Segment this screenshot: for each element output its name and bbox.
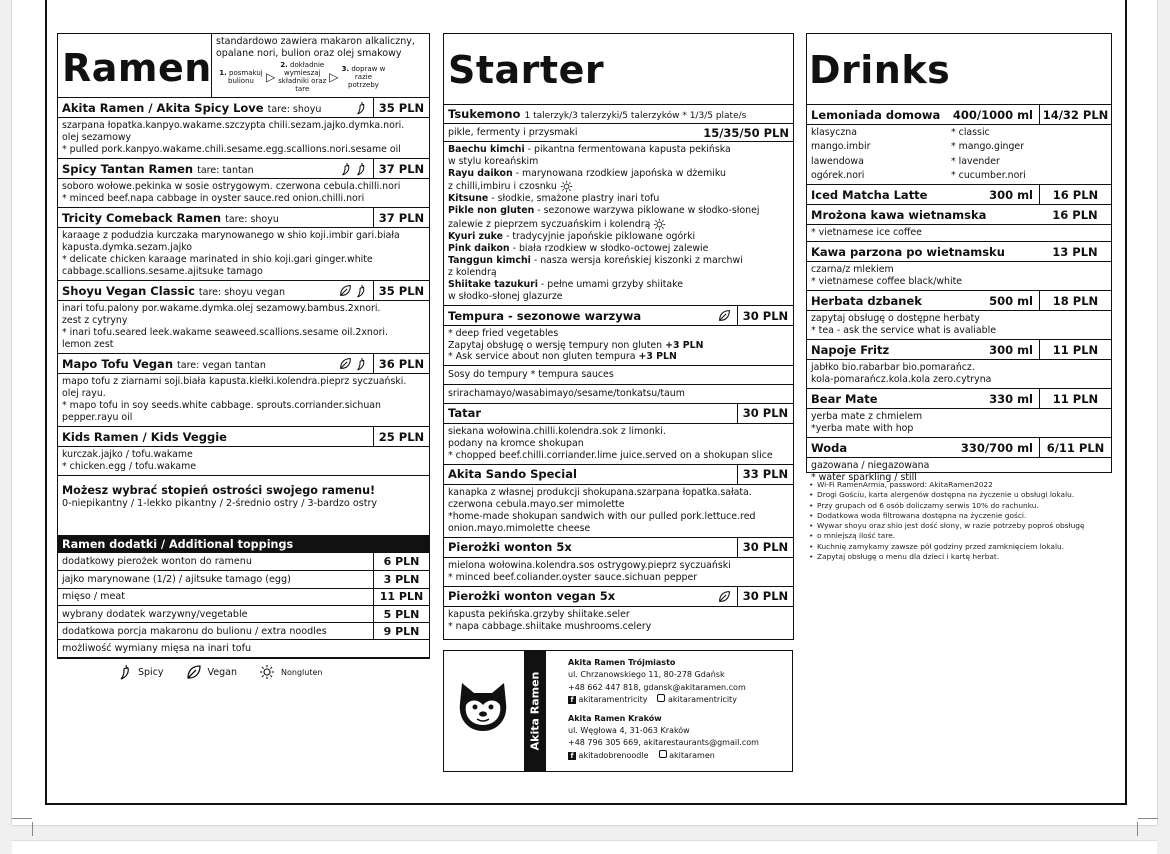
step-3: 3. dopraw w razie potrzeby [341, 65, 386, 89]
item-desc-pl: olej rayu. [62, 388, 106, 399]
page-corner-mark [1138, 818, 1158, 819]
pickle-desc: - sezonowe warzywa piklowane w słodko-słonej [534, 205, 760, 217]
item-desc: * napa cabbage.shiitake mushrooms.celery [448, 620, 652, 632]
item-tare: tare: shoyu [267, 103, 322, 115]
drink-price: 6/11 PLN [1039, 438, 1111, 457]
note-item: • Drogi Gościu, karta alergenów dostępna na życzenie u obsługi lokalu. [808, 490, 1108, 500]
ramen-item [58, 207, 429, 280]
topping-note-row [58, 639, 429, 656]
item-desc-pl: olej sezamowy [62, 132, 132, 143]
drink-size: 330 ml [989, 391, 1033, 406]
ramen-item [58, 280, 429, 353]
toppings-box [57, 535, 430, 659]
vegan-icon [186, 664, 202, 680]
item-desc: * minced beef.coliander.oyster sauce.sichuan pepper [448, 571, 698, 583]
location-address: ul. Chrzanowskiego 11, 80-278 Gdańsk [568, 670, 725, 680]
ramen-intro: standardowo zawiera makaron alkaliczny, opalane nori, bulion oraz olej smakowy [216, 36, 415, 59]
item-desc: mielona wołowina.kolendra.sos ostrygowy.pieprz syczuański [448, 559, 731, 571]
drink-item [807, 184, 1111, 204]
facebook-handle[interactable]: akitaramentricity [578, 695, 648, 705]
drink-flavor-pl: ogórek.nori [811, 169, 865, 181]
item-name: Pierożki wonton 5x [448, 540, 572, 555]
item-desc: Zapytaj obsługę o wersję tempury non gluten [448, 339, 666, 351]
location-contact: +48 796 305 669, akitarestaurants@gmail.com [568, 738, 759, 748]
topping-row [58, 605, 429, 622]
item-price: 30 PLN [737, 587, 793, 606]
topping-price: 6 PLN [373, 553, 429, 570]
item-desc-en: pepper.rayu oil [62, 412, 133, 423]
drink-desc: * vietnamese coffee black/white [811, 276, 963, 288]
item-desc: pikle, fermenty i przysmaki [448, 127, 578, 138]
item-price: 30 PLN [737, 404, 793, 423]
drink-name: Iced Matcha Latte [811, 187, 928, 202]
item-name: Kids Ramen / Kids Veggie [62, 429, 227, 444]
drink-desc: * water sparkling / still [811, 472, 917, 484]
pickle-desc: - tradycyjnie japońskie piklowane ogórki [503, 230, 696, 242]
drink-flavor-en: * cucumber.nori [951, 169, 1026, 181]
item-desc: * Ask service about non gluten tempura [448, 351, 639, 363]
item-name: Pierożki wonton vegan 5x [448, 589, 616, 604]
item-price: 37 PLN [373, 208, 429, 227]
page-corner-mark [12, 818, 32, 819]
sando-item [444, 464, 793, 537]
drink-item [807, 204, 1111, 241]
pickle-desc: w stylu koreańskim [448, 156, 539, 168]
drink-price: 11 PLN [1039, 340, 1111, 359]
item-desc-en: * inari tofu.seared leek.wakame seaweed.scallions.sesame oil.2xnori. [62, 327, 389, 338]
topping-name: dodatkowy pierożek wonton do ramenu [62, 556, 252, 568]
drink-desc: gazowana / niegazowana [811, 460, 930, 472]
drink-size: 300 ml [989, 342, 1033, 357]
note-item: • Wywar shoyu oraz shio jest dość słony, w razie potrzeby poproś obsługę [808, 521, 1108, 531]
contact-info [568, 657, 759, 762]
drink-price: 16 PLN [1052, 207, 1098, 222]
item-name: Akita Ramen / Akita Spicy Love [62, 100, 264, 115]
page-corner-mark [32, 822, 33, 836]
spicy-icon [355, 162, 367, 176]
item-desc: * deep fried vegetables [448, 328, 559, 340]
vegan-icon [339, 284, 352, 297]
starter-header [444, 34, 793, 104]
item-name: Tricity Comeback Ramen [62, 210, 222, 225]
menu-notes [808, 480, 1108, 562]
topping-name: wybrany dodatek warzywny/vegetable [62, 608, 248, 620]
sauces-title: Sosy do tempury * tempura sauces [444, 365, 793, 384]
drink-desc: *yerba mate with hop [811, 423, 914, 435]
item-price: 33 PLN [737, 465, 793, 484]
ramen-item [58, 97, 429, 158]
item-desc: czerwona cebula.mayo.ser mimolette [448, 498, 625, 510]
pickle-desc: z kolendrą [448, 266, 497, 278]
location-contact: +48 662 447 818, gdansk@akitaramen.com [568, 682, 746, 692]
item-desc-en: lemon zest [62, 339, 114, 350]
item-desc-pl: kurczak.jajko / tofu.wakame [62, 449, 193, 460]
drink-flavor-pl: lawendowa [811, 155, 864, 167]
drink-price: 18 PLN [1039, 291, 1111, 310]
starter-column [443, 33, 794, 640]
topping-name: mięso / meat [62, 591, 126, 603]
item-price: 35 PLN [373, 281, 429, 300]
drink-item [807, 339, 1111, 388]
note-item: • o mniejszą ilość tare. [808, 531, 1108, 541]
item-desc-pl: mapo tofu z ziarnami soji.biała kapusta.kiełki.kolendra.pieprz syczuański. [62, 376, 407, 387]
pickle-name: Shiitake tazukuri [448, 279, 538, 291]
nongluten-icon [653, 218, 666, 231]
location-name: Akita Ramen Kraków [568, 713, 662, 723]
instagram-icon [657, 694, 665, 702]
brand-vertical-bar [524, 651, 546, 771]
akita-dog-logo-icon [456, 679, 510, 735]
drink-desc: zapytaj obsługę o dostępne herbaty [811, 313, 980, 325]
sauces-list: srirachamayo/wasabimayo/sesame/tonkatsu/taum [444, 384, 793, 403]
item-desc: kanapka z własnej produkcji shokupana.szarpana łopatka.sałata. [448, 486, 752, 498]
pickle-name: Kyuri zuke [448, 230, 504, 242]
pickle-name: Rayu daikon [448, 168, 513, 180]
pickle-desc: - nasza wersja koreńskiej kiszonki z marchwi [530, 254, 743, 266]
item-tare: tare: shoyu [225, 213, 279, 225]
toppings-title: Ramen dodatki / Additional toppings [58, 536, 429, 553]
note-item: • Dodatkowa woda filtrowana dostępna na życzenie gości. [808, 511, 1108, 521]
tempura-item [444, 305, 793, 365]
ramen-item [58, 158, 429, 207]
item-price: 25 PLN [373, 427, 429, 446]
item-desc: siekana wołowina.chilli.kolendra.sok z limonki. [448, 425, 666, 437]
ramen-intro-box [211, 34, 429, 97]
nongluten-icon [259, 664, 275, 680]
pickle-list [444, 141, 793, 305]
icon-legend [118, 664, 322, 680]
item-extra-price: +3 PLN [638, 351, 677, 363]
spicy-icon [355, 357, 367, 371]
pickle-name: Tanggun kimchi [448, 254, 531, 266]
drinks-column [806, 33, 1112, 484]
drink-size: 300 ml [989, 187, 1033, 202]
starter-title: Starter [448, 48, 605, 92]
instagram-icon [659, 750, 667, 758]
drink-name: Mrożona kawa wietnamska [811, 207, 987, 222]
item-desc-pl: inari tofu.palony por.wakame.dymka.olej sezamowy.bambus.2xnori. [62, 303, 381, 314]
tsukemono-item [444, 104, 793, 305]
drink-item [807, 241, 1111, 290]
brand-name: Akita Ramen [528, 671, 542, 751]
topping-price: 5 PLN [373, 606, 429, 622]
item-price: 37 PLN [373, 159, 429, 178]
facebook-icon: f [568, 696, 576, 704]
drinks-header [807, 34, 1111, 104]
item-desc: onion.mayo.mimolette cheese [448, 522, 591, 534]
vegan-icon [339, 357, 352, 370]
item-price: 36 PLN [373, 354, 429, 373]
topping-row [58, 553, 429, 570]
spicy-icon [340, 162, 352, 176]
item-desc-en: * minced beef.napa cabbage in oyster sauce.red onion.chilli.nori [62, 193, 365, 204]
ramen-header [58, 34, 429, 97]
item-desc-en: * mapo tofu in soy seeds.white cabbage. sprouts.corriander.sichuan [62, 400, 381, 411]
note-item: • Kuchnię zamykamy zawsze pół godziny przed zamknięciem lokalu. [808, 542, 1108, 552]
drink-size: 500 ml [989, 293, 1033, 308]
pickle-desc: - słodkie, smażone plastry inari tofu [488, 193, 660, 205]
topping-name: dodatkowa porcja makaronu do bulionu / extra noodles [62, 625, 327, 637]
item-name: Mapo Tofu Vegan [62, 356, 174, 371]
pickle-desc: w słodko-słonej glazurze [448, 291, 563, 303]
drink-name: Herbata dzbanek [811, 293, 922, 308]
topping-row [58, 588, 429, 605]
drink-flavor-en: * lavender [951, 155, 1000, 167]
note-item: • Wi-Fi RamenArmia, password: AkitaRamen2022 [808, 480, 1108, 490]
drink-name: Woda [811, 440, 848, 455]
item-name: Tatar [448, 406, 482, 421]
location-address: ul. Węgłowa 4, 31-063 Kraków [568, 726, 690, 736]
item-price: 30 PLN [737, 306, 793, 325]
instagram-handle[interactable]: akitaramentricity [668, 695, 737, 705]
drink-flavor-en: * classic [951, 127, 990, 138]
legend-spicy: Spicy [138, 666, 164, 678]
drink-item [807, 437, 1111, 486]
legend-vegan: Vegan [207, 666, 238, 678]
drink-desc: * tea - ask the service what is avaliable [811, 325, 996, 337]
drink-desc: * vietnamese ice coffee [811, 227, 922, 239]
item-price: 30 PLN [737, 538, 793, 557]
item-price: 35 PLN [373, 98, 429, 117]
facebook-icon: f [568, 752, 576, 760]
pickle-name: Pikle non gluten [448, 205, 535, 217]
spicy-icon [355, 284, 367, 298]
facebook-handle[interactable]: akitadobrenoodle [578, 750, 649, 760]
spicy-icon [355, 101, 367, 115]
pickle-desc: - biała rzodkiew w słodko-octowej zalewie [509, 242, 709, 254]
item-name: Tempura - sezonowe warzywa [448, 308, 642, 323]
item-desc-pl: karaage z podudzia kurczaka marynowanego w shio koji.imbir gari.biała [62, 230, 400, 241]
pickle-name: Baechu kimchi [448, 144, 525, 155]
drink-item [807, 290, 1111, 339]
pickle-desc: - pełne umami grzyby shiitake [537, 279, 683, 291]
drink-price: 13 PLN [1052, 244, 1098, 259]
item-tare: tare: tantan [197, 164, 254, 176]
topping-price: 9 PLN [373, 623, 429, 639]
ramen-item [58, 353, 429, 426]
spicy-icon [118, 664, 132, 680]
pickle-desc: - marynowana rzodkiew japońska w dżemiku [512, 168, 726, 180]
drink-desc: kola-pomarańcz.kola.kola zero.cytryna [811, 374, 992, 386]
drink-size: 330/700 ml [960, 440, 1033, 455]
spice-levels: 0-niepikantny / 1-lekko pikantny / 2-średnio ostry / 3-bardzo ostry [62, 498, 378, 509]
drink-item [807, 104, 1111, 184]
wonton-item [444, 537, 793, 586]
drink-name: Napoje Fritz [811, 342, 890, 357]
step-arrow-icon: ▷ [329, 70, 339, 84]
item-desc: *home-made shokupan sandwich with our pulled pork.lettuce.red [448, 510, 756, 522]
nongluten-icon [560, 180, 573, 193]
topping-row [58, 570, 429, 587]
drink-name: Bear Mate [811, 391, 878, 406]
item-extra-price: +3 PLN [665, 339, 704, 351]
vegan-icon [718, 590, 731, 603]
item-tare: tare: shoyu vegan [198, 286, 286, 298]
legend-nongluten: Nongluten [281, 667, 323, 677]
drink-item [807, 388, 1111, 437]
topping-note: możliwość wymiany mięsa na inari tofu [62, 643, 252, 655]
spice-level-box [58, 475, 429, 515]
instagram-handle[interactable]: akitaramen [669, 750, 715, 760]
item-desc: podany na kromce shokupan [448, 437, 584, 449]
drinks-title: Drinks [809, 48, 951, 92]
spice-title: Możesz wybrać stopień ostrości swojego ramenu! [62, 484, 376, 497]
drink-flavor-pl: mango.imbir [811, 141, 871, 153]
item-desc-en: * pulled pork.kanpyo.wakame.chili.sesame.egg.scallions.nori.sesame oil [62, 144, 401, 155]
item-tare: tare: vegan tantan [177, 359, 266, 371]
item-desc: * chopped beef.chilli.corriander.lime juice.served on a shokupan slice [448, 449, 773, 461]
drink-price: 14/32 PLN [1039, 105, 1111, 124]
item-desc-pl: soboro wołowe.pekinka w sosie ostrygowym. czerwona cebula.chilli.nori [62, 181, 401, 192]
topping-price: 11 PLN [373, 589, 429, 605]
contact-box [443, 650, 793, 772]
item-name: Shoyu Vegan Classic [62, 283, 195, 298]
drink-desc: jabłko bio.rabarbar bio.pomarańcz. [811, 362, 975, 374]
item-name: Spicy Tantan Ramen [62, 161, 194, 176]
item-desc-pl: kapusta.dymka.sezam.jajko [62, 242, 193, 253]
page-corner-mark [1137, 822, 1138, 836]
location-name: Akita Ramen Trójmiasto [568, 658, 676, 667]
drink-name: Lemoniada domowa [811, 107, 941, 122]
drink-desc: yerba mate z chmielem [811, 411, 923, 423]
step-2: 2. dokładnie wymieszaj składniki oraz tare [278, 61, 327, 93]
ramen-item [58, 426, 429, 475]
item-desc-pl: zest z cytryny [62, 315, 128, 326]
item-name: Akita Sando Special [448, 467, 577, 482]
topping-name: jajko marynowane (1/2) / ajitsuke tamago (egg) [62, 573, 291, 585]
ramen-steps [216, 61, 425, 93]
item-desc: kapusta pekińska.grzyby shiitake.seler [448, 608, 630, 620]
drink-desc: czarna/z mlekiem [811, 264, 894, 276]
drink-flavor-pl: klasyczna [811, 127, 857, 138]
step-1: 1. posmakuj bulionu [219, 69, 263, 85]
drink-flavor-en: * mango.ginger [951, 141, 1025, 153]
note-item: • Przy grupach od 6 osób doliczamy serwis 10% do rachunku. [808, 501, 1108, 511]
drink-price: 16 PLN [1039, 185, 1111, 204]
note-item: • Zapytaj obsługę o menu dla dzieci i kartę herbat. [808, 552, 1108, 562]
drink-name: Kawa parzona po wietnamsku [811, 244, 1005, 259]
pickle-name: Kitsune [448, 193, 489, 205]
drink-price: 11 PLN [1039, 389, 1111, 408]
item-desc-en: * delicate chicken karaage marinated in shio koji.gari ginger.white [62, 254, 373, 265]
pickle-desc: - pikantna fermentowana kapusta pekińska [524, 144, 731, 155]
item-name: Tsukemono [448, 107, 521, 121]
item-desc-pl: szarpana łopatka.kanpyo.wakame.szczypta chili.sezam.jajko.dymka.nori. [62, 120, 405, 131]
item-price: 15/35/50 PLN [703, 125, 789, 140]
item-sub: 1 talerzyk/3 talerzyki/5 talerzyków * 1/3/5 plate/s [524, 111, 747, 121]
drink-size: 400/1000 ml [952, 107, 1033, 122]
step-arrow-icon: ▷ [266, 70, 276, 84]
next-page-edge [12, 840, 1157, 854]
topping-row [58, 622, 429, 639]
pickle-desc: z chilli,imbiru i czosnku [448, 181, 557, 193]
vegan-icon [718, 309, 731, 322]
wonton-vegan-item [444, 586, 793, 635]
item-desc-en: cabbage.scallions.sesame.ajitsuke tamago [62, 266, 263, 277]
topping-price: 3 PLN [373, 571, 429, 587]
pickle-name: Pink daikon [448, 242, 510, 254]
ramen-title: Ramen [62, 46, 212, 90]
tatar-item [444, 403, 793, 464]
item-desc-en: * chicken.egg / tofu.wakame [62, 461, 197, 472]
pickle-desc: zalewie z pieprzem syczuańskim i kolendrą [448, 218, 651, 230]
